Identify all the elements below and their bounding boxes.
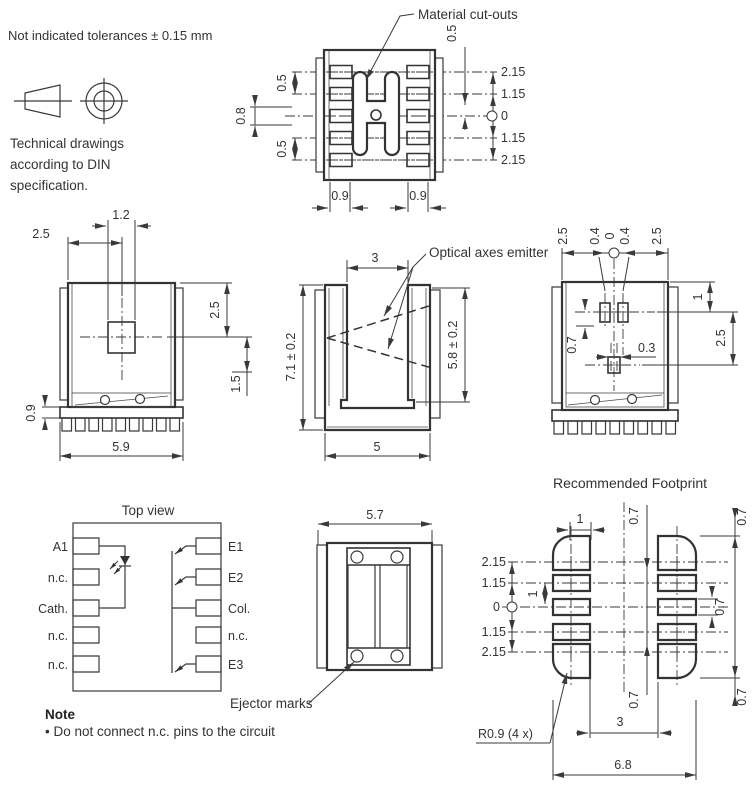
dim-top-right-label: 0.7 <box>735 508 749 526</box>
dim-gap-label: 3 <box>616 715 624 729</box>
dim-bot-right-label: 0.7 <box>735 688 749 706</box>
din-note-line1: Technical drawings <box>10 136 125 151</box>
din-note <box>10 133 124 196</box>
din-note-line3: specification. <box>10 178 89 193</box>
cone-symbol-icon <box>14 85 72 117</box>
bottom-teeth <box>62 418 180 431</box>
emitter-arrow-e1 <box>175 546 196 554</box>
dim-right-lower-label: 2.5 <box>714 329 728 347</box>
centerlines <box>575 259 655 391</box>
footprint-drawing <box>460 460 752 793</box>
row-dim-3: 1.15 <box>501 131 526 145</box>
pin-label-nc3: n.c. <box>47 658 68 672</box>
aperture-window <box>108 322 135 353</box>
led-circuit <box>99 546 131 608</box>
dim-inner-vert <box>565 300 594 354</box>
din-projection-symbol <box>10 72 150 134</box>
pinout-body <box>73 523 221 691</box>
circle-symbol-icon <box>80 78 128 124</box>
dim-left-top-label: 0.5 <box>275 74 289 92</box>
leadframe-strip <box>72 393 171 407</box>
pin-label-e1: E1 <box>228 540 244 554</box>
pin-label-nc1: n.c. <box>47 571 68 585</box>
pin-labels <box>38 540 250 672</box>
fp-row-4: 2.15 <box>481 645 506 659</box>
dim-slot-width <box>347 251 408 282</box>
ejector-marks-label: Ejector marks <box>230 696 313 711</box>
emitter-arrow-e3 <box>175 664 196 672</box>
dim-top-2: 0 <box>603 232 617 240</box>
pin-label-e2: E2 <box>228 571 244 585</box>
dim-inner-pitch <box>526 583 545 604</box>
dim-right-lower-label: 1.5 <box>229 375 243 393</box>
pin-label-nc2: n.c. <box>47 629 68 643</box>
note-title: Note <box>45 707 75 722</box>
dim-top-3: 0.4 <box>618 227 632 245</box>
dim-bottom-left-label: 0.9 <box>331 189 349 203</box>
package-top-view-drawing <box>230 0 552 225</box>
din-note-line2: according to DIN <box>10 157 111 172</box>
dim-top-center-label: 0.7 <box>627 507 641 525</box>
dim-width-label: 5.9 <box>112 440 130 454</box>
emitter-arrow-e2 <box>175 577 196 585</box>
pin-label-nc4: n.c. <box>228 629 249 643</box>
fp-row-2: 0 <box>493 600 500 614</box>
dim-width <box>325 433 430 461</box>
dim-bottom-right-label: 0.9 <box>409 189 427 203</box>
package-outline <box>315 285 440 430</box>
bottom-teeth <box>554 421 676 434</box>
dim-inner-height-label: 5.8 ± 0.2 <box>446 320 460 370</box>
dims-right <box>445 25 525 167</box>
tolerance-note: Not indicated tolerances ± 0.15 mm <box>8 28 213 43</box>
fp-row-3: 1.15 <box>481 625 506 639</box>
package-front-view-drawing <box>0 210 270 478</box>
dim-inner-horiz-label: 0.3 <box>638 341 656 355</box>
row-dim-2: 0 <box>501 109 508 123</box>
dim-width <box>60 422 183 461</box>
transistor-circuit <box>172 546 196 673</box>
dim-total-width <box>553 700 696 780</box>
radius-label: R0.9 (4 x) <box>478 727 533 741</box>
dim-right-top-label: 0.5 <box>445 24 459 42</box>
package-outline <box>552 282 678 434</box>
dim-top-left <box>32 227 122 296</box>
fp-row-1: 1.15 <box>481 576 506 590</box>
dim-mid-right-label: 0.7 <box>713 598 727 616</box>
package-outline <box>60 283 183 431</box>
dim-width-label: 5.7 <box>366 508 384 522</box>
dim-right-lower <box>229 337 252 396</box>
dim-height-label: 7.1 ± 0.2 <box>284 332 298 382</box>
package-back-view-drawing <box>480 205 752 473</box>
leadframe-strip <box>566 393 664 407</box>
dim-pad-width-label: 1 <box>576 512 584 526</box>
dims-bottom <box>312 182 446 212</box>
row-dim-4: 2.15 <box>501 153 526 167</box>
pin-label-col: Col. <box>228 602 251 616</box>
dim-inner-pitch-label: 1 <box>526 590 540 598</box>
dim-right-upper-label: 2.5 <box>208 301 222 319</box>
material-cutouts-label: Material cut-outs <box>418 7 518 22</box>
dims-left <box>482 555 517 659</box>
dim-left-bot-label: 0.5 <box>275 140 289 158</box>
material-cutout-shape <box>353 72 399 155</box>
dim-top-left-label: 2.5 <box>32 227 50 241</box>
centerlines <box>80 298 165 380</box>
dim-right-upper-label: 1 <box>691 293 705 301</box>
pin-label-cath: Cath. <box>38 602 68 616</box>
dim-bot-center-label: 0.7 <box>627 691 641 709</box>
pins-right <box>196 538 221 672</box>
dim-top-4: 2.5 <box>650 227 664 245</box>
row-dim-1: 1.15 <box>501 87 526 101</box>
pinout-title: Top view <box>121 503 175 518</box>
dim-top-1: 0.4 <box>588 227 602 245</box>
dim-width <box>318 508 432 546</box>
optical-axes-label: Optical axes emitter <box>429 245 549 260</box>
led-diode-icon <box>120 556 130 565</box>
dim-inner-vert-label: 0.7 <box>565 336 579 354</box>
fp-row-0: 2.15 <box>481 555 506 569</box>
pins-left <box>73 538 99 672</box>
dim-right-lower <box>642 312 738 365</box>
dim-total-width-label: 6.8 <box>614 758 632 772</box>
footprint-title: Recommended Footprint <box>552 475 708 491</box>
dim-top-0: 2.5 <box>556 227 570 245</box>
dim-standoff <box>24 396 60 429</box>
dim-left-mid-label: 0.8 <box>234 107 248 125</box>
dim-width-label: 5 <box>373 440 381 454</box>
dim-standoff-label: 0.9 <box>24 404 38 422</box>
pin-label-e3: E3 <box>228 658 244 672</box>
dim-inner-height <box>416 288 470 402</box>
note-text: • Do not connect n.c. pins to the circuit <box>45 724 275 739</box>
dim-aperture-width-label: 1.2 <box>112 208 130 222</box>
pin-label-a1: A1 <box>52 540 68 554</box>
dim-slot-width-label: 3 <box>371 251 379 265</box>
row-dim-0: 2.15 <box>501 65 526 79</box>
inner-frame <box>347 548 410 665</box>
dim-inner-horiz <box>596 341 656 357</box>
